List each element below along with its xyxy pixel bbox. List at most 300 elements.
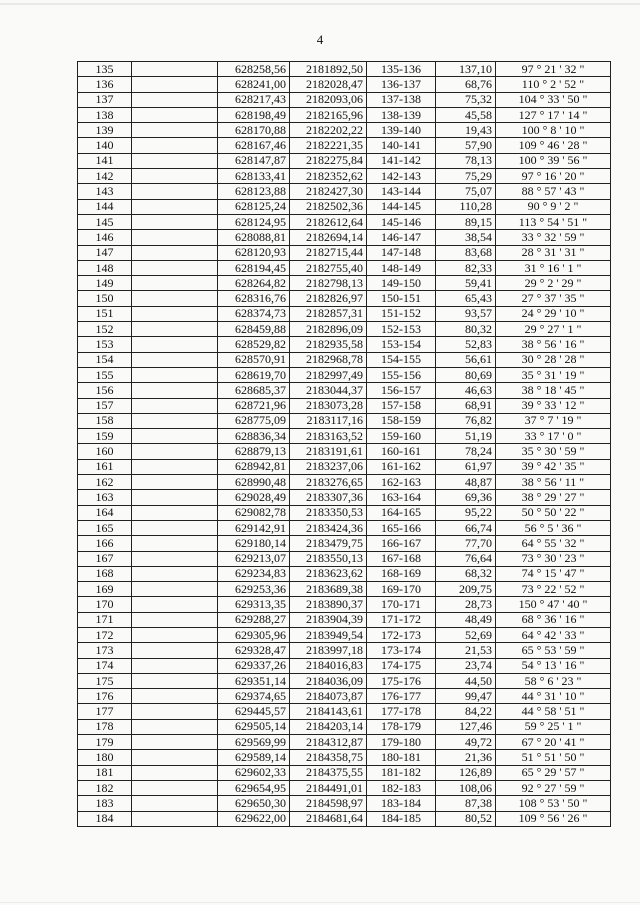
x-coordinate-cell: 629654,95 xyxy=(218,780,290,795)
x-coordinate-cell: 629305,96 xyxy=(218,627,290,642)
segment-cell: 168-169 xyxy=(367,566,436,581)
y-coordinate-cell: 2182857,31 xyxy=(290,306,367,321)
table-row xyxy=(78,123,611,138)
empty-cell xyxy=(132,490,218,505)
x-coordinate-cell: 629505,14 xyxy=(218,719,290,734)
empty-cell xyxy=(132,322,218,337)
segment-cell: 145-146 xyxy=(367,214,436,229)
x-coordinate-cell: 628170,88 xyxy=(218,123,290,138)
y-coordinate-cell: 2181892,50 xyxy=(290,62,367,77)
angle-cell: 39 ° 33 ' 12 " xyxy=(496,398,611,413)
empty-cell xyxy=(132,520,218,535)
empty-cell xyxy=(132,214,218,229)
table-row xyxy=(78,199,611,214)
point-number-cell: 140 xyxy=(78,138,132,153)
y-coordinate-cell: 2182968,78 xyxy=(290,352,367,367)
length-cell: 44,50 xyxy=(436,673,496,688)
y-coordinate-cell: 2184073,87 xyxy=(290,689,367,704)
empty-cell xyxy=(132,352,218,367)
segment-cell: 150-151 xyxy=(367,291,436,306)
y-coordinate-cell: 2183073,28 xyxy=(290,398,367,413)
empty-cell xyxy=(132,367,218,382)
table-row xyxy=(78,811,611,826)
point-number-cell: 152 xyxy=(78,322,132,337)
point-number-cell: 168 xyxy=(78,566,132,581)
empty-cell xyxy=(132,306,218,321)
x-coordinate-cell: 628990,48 xyxy=(218,475,290,490)
empty-cell xyxy=(132,199,218,214)
angle-cell: 110 ° 2 ' 52 " xyxy=(496,77,611,92)
point-number-cell: 183 xyxy=(78,796,132,811)
x-coordinate-cell: 628088,81 xyxy=(218,230,290,245)
x-coordinate-cell: 629288,27 xyxy=(218,612,290,627)
length-cell: 48,49 xyxy=(436,612,496,627)
segment-cell: 182-183 xyxy=(367,780,436,795)
angle-cell: 35 ° 30 ' 59 " xyxy=(496,444,611,459)
y-coordinate-cell: 2182502,36 xyxy=(290,199,367,214)
angle-cell: 39 ° 42 ' 35 " xyxy=(496,459,611,474)
table-row xyxy=(78,291,611,306)
point-number-cell: 143 xyxy=(78,184,132,199)
y-coordinate-cell: 2183276,65 xyxy=(290,475,367,490)
table-row xyxy=(78,62,611,77)
x-coordinate-cell: 628147,87 xyxy=(218,153,290,168)
y-coordinate-cell: 2182093,06 xyxy=(290,92,367,107)
angle-cell: 92 ° 27 ' 59 " xyxy=(496,780,611,795)
table-row xyxy=(78,107,611,122)
segment-cell: 179-180 xyxy=(367,735,436,750)
angle-cell: 29 ° 27 ' 1 " xyxy=(496,322,611,337)
angle-cell: 38 ° 56 ' 16 " xyxy=(496,337,611,352)
x-coordinate-cell: 629328,47 xyxy=(218,643,290,658)
empty-cell xyxy=(132,750,218,765)
segment-cell: 167-168 xyxy=(367,551,436,566)
length-cell: 65,43 xyxy=(436,291,496,306)
y-coordinate-cell: 2182221,35 xyxy=(290,138,367,153)
length-cell: 48,87 xyxy=(436,475,496,490)
table-row xyxy=(78,658,611,673)
empty-cell xyxy=(132,62,218,77)
angle-cell: 51 ° 51 ' 50 " xyxy=(496,750,611,765)
table-row xyxy=(78,230,611,245)
point-number-cell: 159 xyxy=(78,429,132,444)
segment-cell: 171-172 xyxy=(367,612,436,627)
point-number-cell: 138 xyxy=(78,107,132,122)
y-coordinate-cell: 2183949,54 xyxy=(290,627,367,642)
point-number-cell: 171 xyxy=(78,612,132,627)
table-row xyxy=(78,673,611,688)
y-coordinate-cell: 2184036,09 xyxy=(290,673,367,688)
segment-cell: 157-158 xyxy=(367,398,436,413)
x-coordinate-cell: 628264,82 xyxy=(218,276,290,291)
length-cell: 49,72 xyxy=(436,735,496,750)
x-coordinate-cell: 629082,78 xyxy=(218,505,290,520)
x-coordinate-cell: 629213,07 xyxy=(218,551,290,566)
y-coordinate-cell: 2183044,37 xyxy=(290,383,367,398)
x-coordinate-cell: 628217,43 xyxy=(218,92,290,107)
x-coordinate-cell: 628241,00 xyxy=(218,77,290,92)
empty-cell xyxy=(132,92,218,107)
segment-cell: 159-160 xyxy=(367,429,436,444)
segment-cell: 177-178 xyxy=(367,704,436,719)
length-cell: 46,63 xyxy=(436,383,496,398)
segment-cell: 164-165 xyxy=(367,505,436,520)
scan-edge-line-bottom xyxy=(0,902,640,903)
empty-cell xyxy=(132,658,218,673)
point-number-cell: 141 xyxy=(78,153,132,168)
length-cell: 76,64 xyxy=(436,551,496,566)
point-number-cell: 166 xyxy=(78,536,132,551)
x-coordinate-cell: 628125,24 xyxy=(218,199,290,214)
segment-cell: 152-153 xyxy=(367,322,436,337)
y-coordinate-cell: 2184312,87 xyxy=(290,735,367,750)
table-row xyxy=(78,551,611,566)
angle-cell: 37 ° 7 ' 19 " xyxy=(496,413,611,428)
angle-cell: 38 ° 56 ' 11 " xyxy=(496,475,611,490)
point-number-cell: 175 xyxy=(78,673,132,688)
segment-cell: 180-181 xyxy=(367,750,436,765)
y-coordinate-cell: 2182612,64 xyxy=(290,214,367,229)
y-coordinate-cell: 2184143,61 xyxy=(290,704,367,719)
length-cell: 19,43 xyxy=(436,123,496,138)
y-coordinate-cell: 2183163,52 xyxy=(290,429,367,444)
x-coordinate-cell: 629234,83 xyxy=(218,566,290,581)
point-number-cell: 151 xyxy=(78,306,132,321)
empty-cell xyxy=(132,796,218,811)
table-row xyxy=(78,765,611,780)
length-cell: 61,97 xyxy=(436,459,496,474)
table-row xyxy=(78,719,611,734)
empty-cell xyxy=(132,719,218,734)
segment-cell: 176-177 xyxy=(367,689,436,704)
point-number-cell: 148 xyxy=(78,260,132,275)
segment-cell: 154-155 xyxy=(367,352,436,367)
segment-cell: 184-185 xyxy=(367,811,436,826)
segment-cell: 172-173 xyxy=(367,627,436,642)
length-cell: 82,33 xyxy=(436,260,496,275)
x-coordinate-cell: 628879,13 xyxy=(218,444,290,459)
y-coordinate-cell: 2183307,36 xyxy=(290,490,367,505)
y-coordinate-cell: 2184681,64 xyxy=(290,811,367,826)
length-cell: 209,75 xyxy=(436,582,496,597)
table-row xyxy=(78,704,611,719)
y-coordinate-cell: 2182352,62 xyxy=(290,169,367,184)
point-number-cell: 169 xyxy=(78,582,132,597)
length-cell: 99,47 xyxy=(436,689,496,704)
table-row xyxy=(78,520,611,535)
table-row xyxy=(78,689,611,704)
x-coordinate-cell: 628374,73 xyxy=(218,306,290,321)
table-row xyxy=(78,429,611,444)
angle-cell: 109 ° 46 ' 28 " xyxy=(496,138,611,153)
y-coordinate-cell: 2182997,49 xyxy=(290,367,367,382)
x-coordinate-cell: 628120,93 xyxy=(218,245,290,260)
segment-cell: 143-144 xyxy=(367,184,436,199)
table-row xyxy=(78,306,611,321)
point-number-cell: 153 xyxy=(78,337,132,352)
x-coordinate-cell: 628942,81 xyxy=(218,459,290,474)
point-number-cell: 176 xyxy=(78,689,132,704)
segment-cell: 155-156 xyxy=(367,367,436,382)
angle-cell: 113 ° 54 ' 51 " xyxy=(496,214,611,229)
length-cell: 78,24 xyxy=(436,444,496,459)
angle-cell: 24 ° 29 ' 10 " xyxy=(496,306,611,321)
angle-cell: 108 ° 53 ' 50 " xyxy=(496,796,611,811)
table-row xyxy=(78,92,611,107)
table-row xyxy=(78,184,611,199)
point-number-cell: 162 xyxy=(78,475,132,490)
angle-cell: 30 ° 28 ' 28 " xyxy=(496,352,611,367)
table-row xyxy=(78,780,611,795)
empty-cell xyxy=(132,153,218,168)
table-row xyxy=(78,276,611,291)
length-cell: 66,74 xyxy=(436,520,496,535)
length-cell: 126,89 xyxy=(436,765,496,780)
empty-cell xyxy=(132,337,218,352)
point-number-cell: 172 xyxy=(78,627,132,642)
empty-cell xyxy=(132,291,218,306)
length-cell: 28,73 xyxy=(436,597,496,612)
point-number-cell: 144 xyxy=(78,199,132,214)
angle-cell: 65 ° 29 ' 57 " xyxy=(496,765,611,780)
x-coordinate-cell: 629374,65 xyxy=(218,689,290,704)
x-coordinate-cell: 628258,56 xyxy=(218,62,290,77)
table-row xyxy=(78,413,611,428)
length-cell: 127,46 xyxy=(436,719,496,734)
segment-cell: 162-163 xyxy=(367,475,436,490)
angle-cell: 64 ° 55 ' 32 " xyxy=(496,536,611,551)
empty-cell xyxy=(132,444,218,459)
angle-cell: 54 ° 13 ' 16 " xyxy=(496,658,611,673)
table-row xyxy=(78,444,611,459)
segment-cell: 170-171 xyxy=(367,597,436,612)
segment-cell: 149-150 xyxy=(367,276,436,291)
length-cell: 68,32 xyxy=(436,566,496,581)
y-coordinate-cell: 2183550,13 xyxy=(290,551,367,566)
segment-cell: 141-142 xyxy=(367,153,436,168)
length-cell: 108,06 xyxy=(436,780,496,795)
angle-cell: 97 ° 16 ' 20 " xyxy=(496,169,611,184)
y-coordinate-cell: 2183117,16 xyxy=(290,413,367,428)
angle-cell: 65 ° 53 ' 59 " xyxy=(496,643,611,658)
length-cell: 45,58 xyxy=(436,107,496,122)
point-number-cell: 170 xyxy=(78,597,132,612)
segment-cell: 135-136 xyxy=(367,62,436,77)
table-row xyxy=(78,260,611,275)
y-coordinate-cell: 2183904,39 xyxy=(290,612,367,627)
empty-cell xyxy=(132,551,218,566)
table-row xyxy=(78,322,611,337)
point-number-cell: 137 xyxy=(78,92,132,107)
x-coordinate-cell: 628133,41 xyxy=(218,169,290,184)
x-coordinate-cell: 629142,91 xyxy=(218,520,290,535)
segment-cell: 140-141 xyxy=(367,138,436,153)
point-number-cell: 184 xyxy=(78,811,132,826)
length-cell: 80,32 xyxy=(436,322,496,337)
length-cell: 21,53 xyxy=(436,643,496,658)
table-row xyxy=(78,490,611,505)
table-row xyxy=(78,214,611,229)
segment-cell: 137-138 xyxy=(367,92,436,107)
segment-cell: 148-149 xyxy=(367,260,436,275)
y-coordinate-cell: 2182202,22 xyxy=(290,123,367,138)
x-coordinate-cell: 628316,76 xyxy=(218,291,290,306)
empty-cell xyxy=(132,459,218,474)
length-cell: 95,22 xyxy=(436,505,496,520)
length-cell: 21,36 xyxy=(436,750,496,765)
table-row xyxy=(78,536,611,551)
y-coordinate-cell: 2182694,14 xyxy=(290,230,367,245)
angle-cell: 44 ° 31 ' 10 " xyxy=(496,689,611,704)
empty-cell xyxy=(132,184,218,199)
angle-cell: 68 ° 36 ' 16 " xyxy=(496,612,611,627)
x-coordinate-cell: 628124,95 xyxy=(218,214,290,229)
point-number-cell: 179 xyxy=(78,735,132,750)
angle-cell: 58 ° 6 ' 23 " xyxy=(496,673,611,688)
segment-cell: 151-152 xyxy=(367,306,436,321)
empty-cell xyxy=(132,123,218,138)
y-coordinate-cell: 2183689,38 xyxy=(290,582,367,597)
point-number-cell: 136 xyxy=(78,77,132,92)
segment-cell: 160-161 xyxy=(367,444,436,459)
segment-cell: 169-170 xyxy=(367,582,436,597)
x-coordinate-cell: 629337,26 xyxy=(218,658,290,673)
empty-cell xyxy=(132,765,218,780)
x-coordinate-cell: 629569,99 xyxy=(218,735,290,750)
point-number-cell: 164 xyxy=(78,505,132,520)
length-cell: 68,91 xyxy=(436,398,496,413)
y-coordinate-cell: 2182165,96 xyxy=(290,107,367,122)
table-row xyxy=(78,627,611,642)
angle-cell: 104 ° 33 ' 50 " xyxy=(496,92,611,107)
x-coordinate-cell: 628836,34 xyxy=(218,429,290,444)
table-row xyxy=(78,475,611,490)
empty-cell xyxy=(132,689,218,704)
angle-cell: 38 ° 18 ' 45 " xyxy=(496,383,611,398)
length-cell: 110,28 xyxy=(436,199,496,214)
point-number-cell: 180 xyxy=(78,750,132,765)
length-cell: 89,15 xyxy=(436,214,496,229)
table-row xyxy=(78,367,611,382)
point-number-cell: 147 xyxy=(78,245,132,260)
table-row xyxy=(78,566,611,581)
length-cell: 75,32 xyxy=(436,92,496,107)
table-row xyxy=(78,77,611,92)
empty-cell xyxy=(132,811,218,826)
point-number-cell: 139 xyxy=(78,123,132,138)
segment-cell: 144-145 xyxy=(367,199,436,214)
y-coordinate-cell: 2183350,53 xyxy=(290,505,367,520)
segment-cell: 138-139 xyxy=(367,107,436,122)
angle-cell: 109 ° 56 ' 26 " xyxy=(496,811,611,826)
angle-cell: 150 ° 47 ' 40 " xyxy=(496,597,611,612)
angle-cell: 33 ° 32 ' 59 " xyxy=(496,230,611,245)
segment-cell: 146-147 xyxy=(367,230,436,245)
segment-cell: 166-167 xyxy=(367,536,436,551)
empty-cell xyxy=(132,643,218,658)
length-cell: 69,36 xyxy=(436,490,496,505)
x-coordinate-cell: 628721,96 xyxy=(218,398,290,413)
empty-cell xyxy=(132,260,218,275)
length-cell: 75,29 xyxy=(436,169,496,184)
angle-cell: 38 ° 29 ' 27 " xyxy=(496,490,611,505)
y-coordinate-cell: 2183997,18 xyxy=(290,643,367,658)
table-row xyxy=(78,383,611,398)
point-number-cell: 161 xyxy=(78,459,132,474)
y-coordinate-cell: 2182896,09 xyxy=(290,322,367,337)
table-row xyxy=(78,138,611,153)
length-cell: 23,74 xyxy=(436,658,496,673)
angle-cell: 67 ° 20 ' 41 " xyxy=(496,735,611,750)
empty-cell xyxy=(132,245,218,260)
point-number-cell: 156 xyxy=(78,383,132,398)
empty-cell xyxy=(132,429,218,444)
angle-cell: 74 ° 15 ' 47 " xyxy=(496,566,611,581)
segment-cell: 147-148 xyxy=(367,245,436,260)
angle-cell: 44 ° 58 ' 51 " xyxy=(496,704,611,719)
empty-cell xyxy=(132,704,218,719)
y-coordinate-cell: 2184203,14 xyxy=(290,719,367,734)
angle-cell: 90 ° 9 ' 2 " xyxy=(496,199,611,214)
length-cell: 93,57 xyxy=(436,306,496,321)
point-number-cell: 146 xyxy=(78,230,132,245)
table-row xyxy=(78,337,611,352)
point-number-cell: 135 xyxy=(78,62,132,77)
empty-cell xyxy=(132,780,218,795)
y-coordinate-cell: 2182028,47 xyxy=(290,77,367,92)
segment-cell: 163-164 xyxy=(367,490,436,505)
y-coordinate-cell: 2182755,40 xyxy=(290,260,367,275)
empty-cell xyxy=(132,383,218,398)
point-number-cell: 160 xyxy=(78,444,132,459)
empty-cell xyxy=(132,566,218,581)
table-row xyxy=(78,750,611,765)
table-row xyxy=(78,735,611,750)
point-number-cell: 182 xyxy=(78,780,132,795)
y-coordinate-cell: 2183623,62 xyxy=(290,566,367,581)
table-row xyxy=(78,245,611,260)
angle-cell: 29 ° 2 ' 29 " xyxy=(496,276,611,291)
segment-cell: 165-166 xyxy=(367,520,436,535)
angle-cell: 73 ° 30 ' 23 " xyxy=(496,551,611,566)
x-coordinate-cell: 628194,45 xyxy=(218,260,290,275)
empty-cell xyxy=(132,505,218,520)
point-number-cell: 154 xyxy=(78,352,132,367)
empty-cell xyxy=(132,673,218,688)
empty-cell xyxy=(132,475,218,490)
length-cell: 59,41 xyxy=(436,276,496,291)
length-cell: 78,13 xyxy=(436,153,496,168)
length-cell: 137,10 xyxy=(436,62,496,77)
x-coordinate-cell: 629622,00 xyxy=(218,811,290,826)
empty-cell xyxy=(132,138,218,153)
empty-cell xyxy=(132,597,218,612)
table-row xyxy=(78,153,611,168)
length-cell: 77,70 xyxy=(436,536,496,551)
x-coordinate-cell: 628123,88 xyxy=(218,184,290,199)
point-number-cell: 178 xyxy=(78,719,132,734)
empty-cell xyxy=(132,398,218,413)
empty-cell xyxy=(132,612,218,627)
x-coordinate-cell: 629650,30 xyxy=(218,796,290,811)
segment-cell: 142-143 xyxy=(367,169,436,184)
table-row xyxy=(78,612,611,627)
x-coordinate-cell: 629351,14 xyxy=(218,673,290,688)
scan-edge-line xyxy=(0,3,640,5)
length-cell: 80,69 xyxy=(436,367,496,382)
length-cell: 57,90 xyxy=(436,138,496,153)
page-number: 4 xyxy=(316,32,324,47)
